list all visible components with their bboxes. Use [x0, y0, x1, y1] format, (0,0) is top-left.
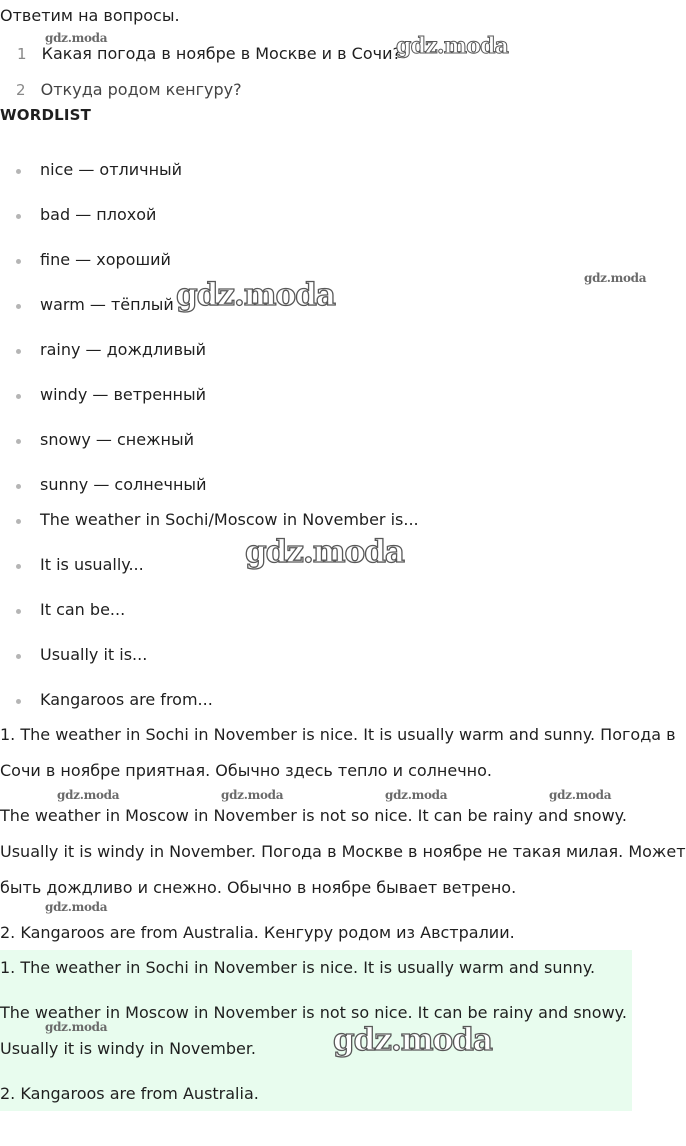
watermark: gdz.moda	[221, 788, 284, 802]
watermark: gdz.moda	[57, 788, 120, 802]
bullet-icon	[16, 259, 21, 264]
list-item-text: warm — тёплый	[40, 295, 174, 314]
list-item-text: Usually it is...	[40, 645, 148, 664]
list-item-text: rainy — дождливый	[40, 340, 207, 359]
bullet-icon	[16, 519, 21, 524]
question-text: Какая погода в ноябре в Москве и в Сочи?	[41, 44, 401, 63]
bullet-icon	[16, 349, 21, 354]
list-item-text: nice — отличный	[40, 160, 183, 179]
bullet-icon	[16, 214, 21, 219]
answer-line: 1. The weather in Sochi in November is nice. It is usually warm and sunny. Погода в	[0, 725, 676, 744]
list-item-text: sunny — солнечный	[40, 475, 207, 494]
list-item-text: snowy — снежный	[40, 430, 194, 449]
answer-line: The weather in Moscow in November is not so nice. It can be rainy and snowy.	[0, 806, 627, 825]
bullet-icon	[16, 304, 21, 309]
answer-line: быть дождливо и снежно. Обычно в ноябре бывает ветрено.	[0, 878, 517, 897]
watermark: gdz.moda	[45, 900, 108, 914]
bullet-icon	[16, 699, 21, 704]
answer-line: 2. Kangaroos are from Australia. Кенгуру родом из Австралии.	[0, 923, 515, 942]
question-item	[17, 44, 401, 63]
bullet-icon	[16, 439, 21, 444]
highlight-line: 1. The weather in Sochi in November is nice. It is usually warm and sunny.	[0, 958, 596, 977]
question-number: 1	[17, 45, 27, 63]
bullet-icon	[16, 169, 21, 174]
bullet-icon	[16, 609, 21, 614]
watermark: gdz.moda	[549, 788, 612, 802]
answer-line: Сочи в ноябре приятная. Обычно здесь тепло и солнечно.	[0, 761, 492, 780]
intro-text: Ответим на вопросы.	[0, 6, 180, 25]
highlight-line: Usually it is windy in November.	[0, 1039, 257, 1058]
list-item-text: bad — плохой	[40, 205, 157, 224]
bullet-icon	[16, 654, 21, 659]
watermark: gdz.moda	[396, 33, 509, 59]
highlight-line: The weather in Moscow in November is not so nice. It can be rainy and snowy.	[0, 1003, 627, 1022]
bullet-icon	[16, 394, 21, 399]
question-item-clipped	[0, 80, 260, 100]
list-item-text: windy — ветренный	[40, 385, 207, 404]
watermark: gdz.moda	[176, 277, 335, 313]
list-item-text: The weather in Sochi/Moscow in November is...	[40, 510, 419, 529]
watermark: gdz.moda	[45, 1020, 108, 1034]
bullet-icon	[16, 564, 21, 569]
watermark: gdz.moda	[245, 534, 404, 570]
list-item-text: It is usually...	[40, 555, 144, 574]
answer-line: Usually it is windy in November. Погода в Москве в ноябре не такая милая. Может	[0, 842, 686, 861]
question-number: 2	[16, 81, 26, 99]
watermark: gdz.moda	[385, 788, 448, 802]
watermark: gdz.moda	[45, 31, 108, 45]
watermark: gdz.moda	[584, 271, 647, 285]
watermark: gdz.moda	[333, 1022, 492, 1058]
highlight-line: 2. Kangaroos are from Australia.	[0, 1084, 259, 1103]
list-item-text: Kangaroos are from...	[40, 690, 213, 709]
list-item-text: fine — хороший	[40, 250, 171, 269]
bullet-icon	[16, 484, 21, 489]
list-item-text: It can be...	[40, 600, 126, 619]
wordlist-heading: WORDLIST	[0, 106, 92, 124]
question-text: Откуда родом кенгуру?	[40, 80, 242, 99]
